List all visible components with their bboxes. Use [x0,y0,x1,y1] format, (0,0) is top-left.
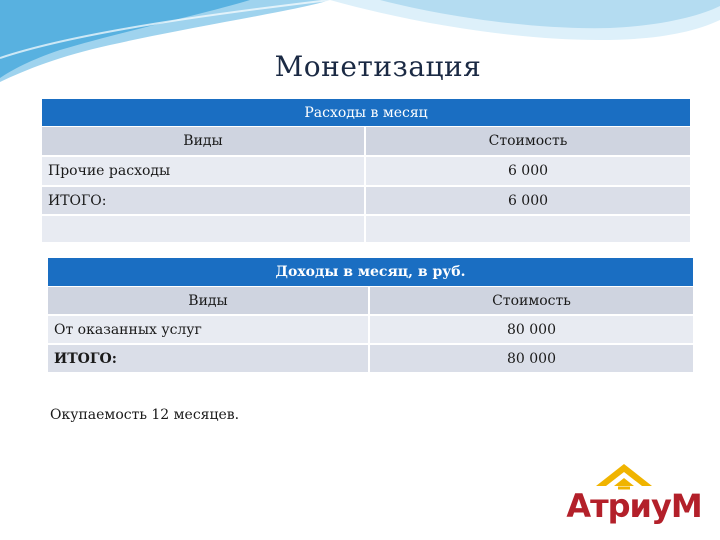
expenses-table-header: Расходы в месяц [42,99,690,127]
table-row [42,187,690,216]
page-title: Монетизация [274,50,482,83]
expenses-col-cost-header: Стоимость [366,127,690,157]
expense-total-label: ИТОГО: [42,187,366,216]
empty-row [42,216,690,244]
expenses-col-type-header: Виды [42,127,366,157]
income-table-header: Доходы в месяц, в руб. [48,258,693,287]
income-cost-cell: 80 000 [370,316,693,345]
income-col-type-header: Виды [48,287,370,316]
income-table [48,258,693,374]
empty-cell [366,216,690,244]
expense-type-cell: Прочие расходы [42,157,366,187]
expense-cost-cell: 6 000 [366,157,690,187]
table-row [48,316,693,345]
income-col-cost-header: Стоимость [370,287,693,316]
expense-total-value: 6 000 [366,187,690,216]
empty-cell [42,216,366,244]
expenses-table [42,99,690,244]
income-type-cell: От оказанных услуг [48,316,370,345]
logo-text: АтриуМ [566,487,702,525]
income-total-label: ИТОГО: [48,345,370,374]
payback-note: Окупаемость 12 месяцев. [50,407,240,423]
table-row [48,345,693,374]
income-total-value: 80 000 [370,345,693,374]
table-row [42,157,690,187]
